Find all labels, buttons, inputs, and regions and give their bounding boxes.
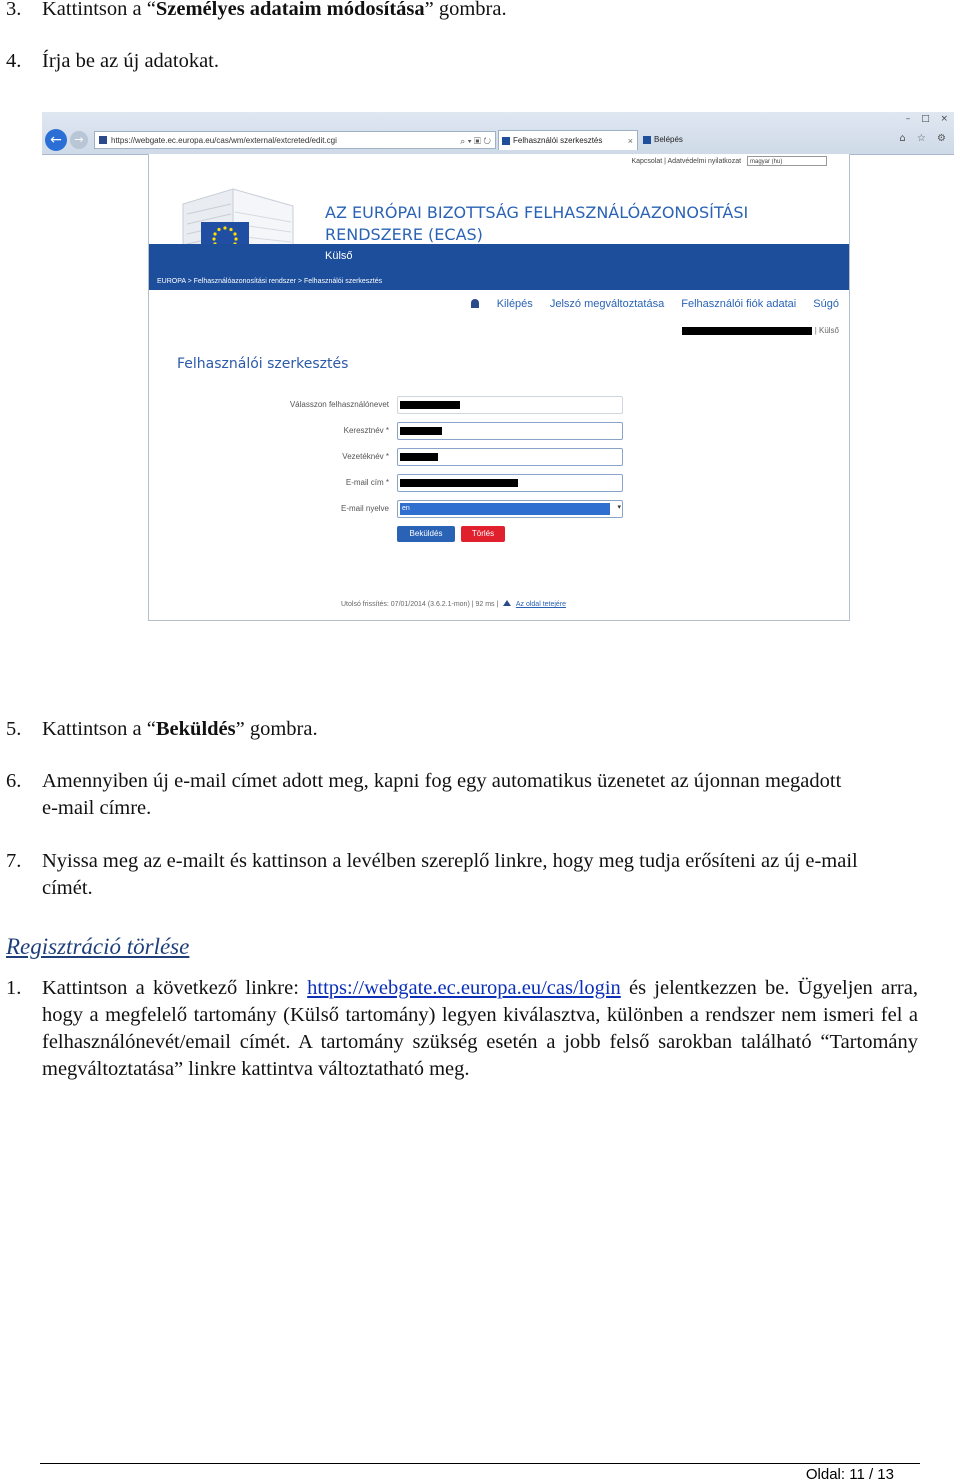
page-title xyxy=(325,202,748,246)
step-5 xyxy=(6,716,318,743)
close-icon[interactable]: × xyxy=(627,136,633,146)
back-arrow-icon[interactable]: ← xyxy=(45,129,67,151)
step-final xyxy=(6,975,918,1083)
header-band xyxy=(149,244,849,290)
section-heading: Regisztráció törlése xyxy=(6,934,190,959)
title-line-1: AZ EURÓPAI BIZOTTSÁG FELHASZNÁLÓAZONOSÍTÁSI xyxy=(325,203,749,222)
logout-label: Kilépés xyxy=(496,298,533,310)
form-row-username xyxy=(149,396,849,416)
forward-arrow-icon[interactable]: → xyxy=(70,131,88,149)
change-password-link[interactable]: Jelszó megváltoztatása xyxy=(549,298,665,310)
redacted-value xyxy=(400,479,518,487)
tab-login[interactable] xyxy=(640,130,770,150)
tab-label: Felhasználói szerkesztés xyxy=(513,136,603,145)
delete-button[interactable]: Törlés xyxy=(461,526,505,542)
ecas-page xyxy=(148,154,850,621)
submit-button[interactable]: Beküldés xyxy=(397,526,455,542)
step-text-pre: Kattintson a “ xyxy=(42,0,156,20)
redacted-value xyxy=(400,453,438,461)
tab-favicon-icon xyxy=(643,136,651,144)
user-domain: | Külső xyxy=(814,326,839,335)
title-line-2: RENDSZERE (ECAS) xyxy=(325,225,483,244)
step-number: 1. xyxy=(6,977,22,999)
form-row-email-language xyxy=(149,500,849,520)
field-label: Válasszon felhasználónevet xyxy=(289,400,389,409)
tab-user-edit[interactable] xyxy=(498,130,638,150)
step-text-pre: Kattintson a következő linkre: xyxy=(42,977,299,999)
step-number: 7. xyxy=(6,850,22,872)
step-7 xyxy=(6,848,904,902)
step-text-post: ” gombra. xyxy=(235,718,318,740)
last-name-field[interactable] xyxy=(397,448,623,466)
field-label: E-mail nyelve xyxy=(340,504,389,513)
redacted-username xyxy=(682,327,812,335)
page-footer xyxy=(341,600,566,608)
browser-toolbar xyxy=(42,112,954,155)
window-controls-icon[interactable]: – □ × xyxy=(905,114,952,124)
step-4 xyxy=(6,48,219,75)
logout-link[interactable] xyxy=(457,298,533,310)
step-bold-term: Személyes adataim módosítása xyxy=(155,0,425,20)
user-nav xyxy=(443,298,839,310)
domain-label: Külső xyxy=(325,250,353,262)
tab-favicon-icon xyxy=(502,137,510,145)
back-to-top-link[interactable]: Az oldal tetejére xyxy=(515,601,567,608)
step-number: 6. xyxy=(6,770,22,792)
user-icon xyxy=(471,299,479,308)
step-3 xyxy=(6,0,507,23)
address-bar[interactable] xyxy=(94,131,496,149)
step-text-post: és jelentkezzen be. Ügyeljen arra, hogy a megfelelő tartomány (Külső tartomány) legyen kiválasztva, különben a rendszer nem ismeri fel a felhasználónevét/email címét. A tartomány szükség esetén a jobb felső sarokban található “Tartomány megváltoztatása” linkre kattintva változtatható meg. xyxy=(42,977,918,1080)
last-update-text: Utolsó frissítés: 07/01/2014 (3.6.2.1-mon) | 92 ms | xyxy=(341,601,499,608)
field-label: Keresztnév * xyxy=(343,426,389,435)
help-link[interactable]: Súgó xyxy=(813,298,839,310)
step-number: 5. xyxy=(6,718,22,740)
first-name-field[interactable] xyxy=(397,422,623,440)
top-links xyxy=(631,156,827,166)
form-row-firstname xyxy=(149,422,849,442)
step-number: 4. xyxy=(6,50,22,72)
address-tools-icon[interactable]: ⌕ ▾ ▣ ↻ xyxy=(460,136,491,146)
step-text: Írja be az új adatokat. xyxy=(42,50,220,72)
selected-language: en xyxy=(400,503,610,515)
username-field xyxy=(397,396,623,414)
footer-divider xyxy=(40,1463,920,1464)
step-text: Amennyiben új e-mail címet adott meg, kapni fog egy automatikus üzenetet az újonnan megadott e-mail címre. xyxy=(42,770,842,819)
home-star-gear-icon[interactable]: ⌂ ☆ ⚙ xyxy=(899,133,950,144)
site-favicon-icon xyxy=(99,136,107,144)
email-field[interactable] xyxy=(397,474,623,492)
login-link[interactable]: https://webgate.ec.europa.eu/cas/login xyxy=(307,977,621,999)
address-url: https://webgate.ec.europa.eu/cas/wm/external/extcreted/edit.cgi xyxy=(111,136,337,145)
up-arrow-icon xyxy=(503,600,511,606)
account-details-link[interactable]: Felhasználói fiók adatai xyxy=(681,298,797,310)
step-text xyxy=(42,975,918,1083)
user-identity xyxy=(682,326,839,335)
step-text: Nyissa meg az e-mailt és kattinson a levélben szereplő linkre, hogy meg tudja erősíteni az új e-mail címét. xyxy=(42,850,858,899)
form-row-email xyxy=(149,474,849,494)
page-number: Oldal: 11 / 13 xyxy=(805,1466,894,1483)
step-text-post: ” gombra. xyxy=(424,0,507,20)
field-label: E-mail cím * xyxy=(345,478,389,487)
redacted-value xyxy=(400,401,460,409)
step-text-pre: Kattintson a “ xyxy=(42,718,156,740)
email-language-select[interactable] xyxy=(397,500,623,518)
step-bold-term: Beküldés xyxy=(155,718,236,740)
step-number: 3. xyxy=(6,0,22,20)
form-heading: Felhasználói szerkesztés xyxy=(177,356,349,372)
form-row-lastname xyxy=(149,448,849,468)
contact-privacy-links[interactable]: Kapcsolat | Adatvédelmi nyilatkozat xyxy=(631,157,742,165)
breadcrumb[interactable]: EUROPA > Felhasználóazonosítási rendszer > Felhasználói szerkesztés xyxy=(157,278,383,285)
language-select[interactable]: magyar (hu) xyxy=(747,156,827,166)
tab-label: Belépés xyxy=(654,135,683,144)
field-label: Vezetéknév * xyxy=(342,452,389,461)
ecas-screenshot xyxy=(42,112,954,620)
step-6 xyxy=(6,768,856,822)
redacted-value xyxy=(400,427,442,435)
chevron-down-icon: ▾ xyxy=(617,503,621,511)
